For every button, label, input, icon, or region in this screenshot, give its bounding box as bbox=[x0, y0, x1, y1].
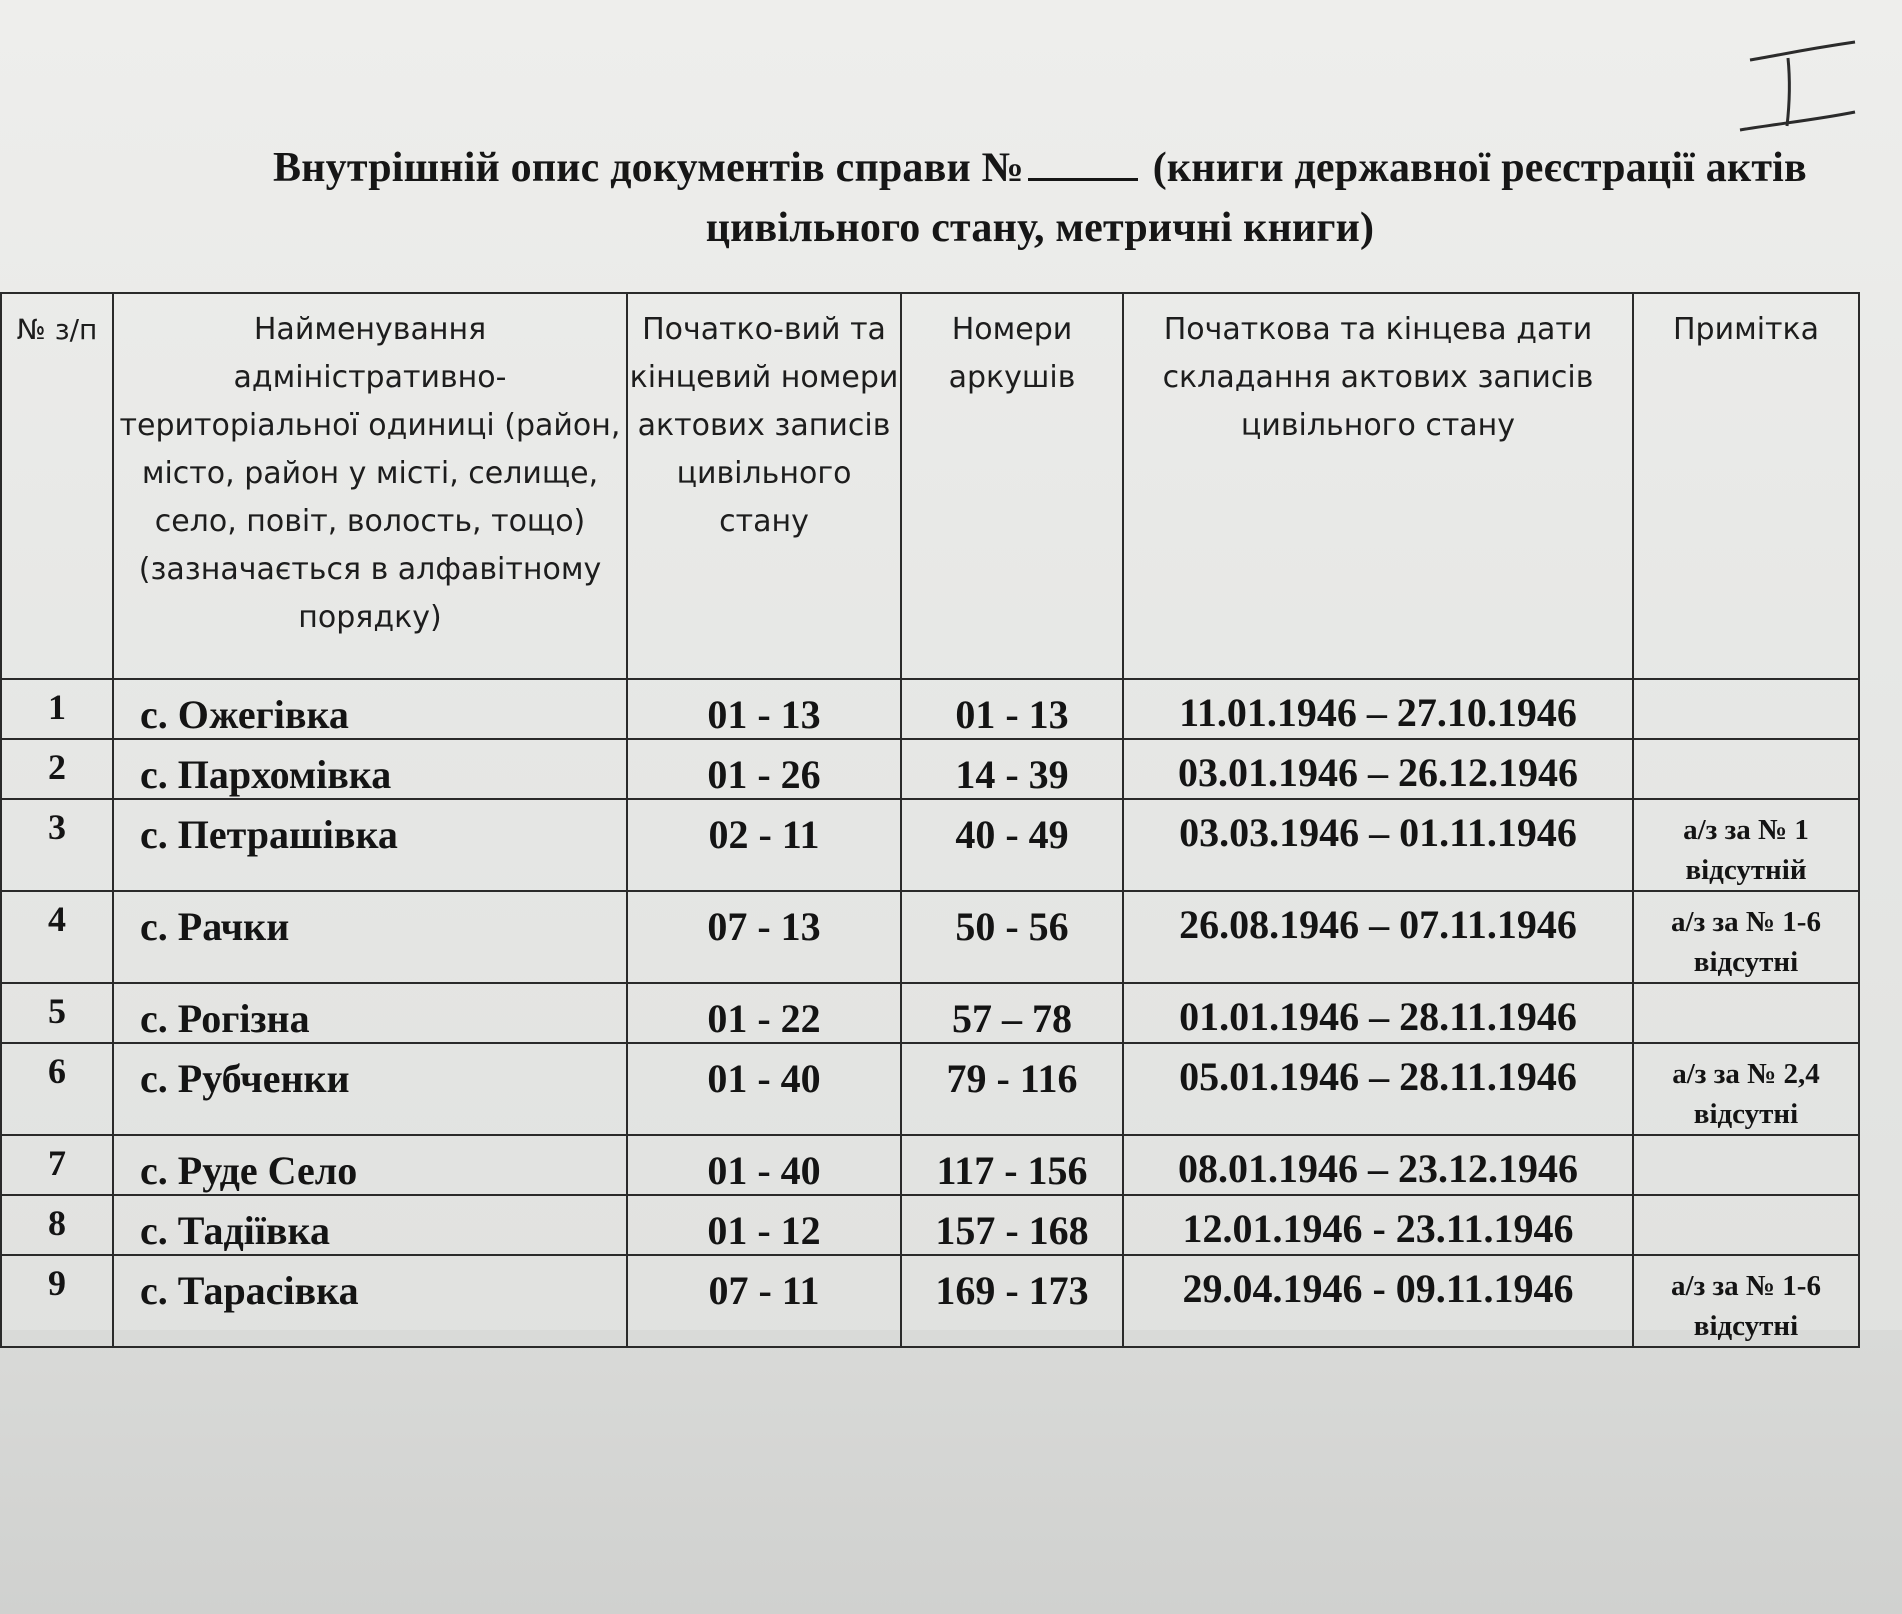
table-row bbox=[1, 679, 1859, 739]
row-sheets: 157 - 168 bbox=[901, 1195, 1123, 1255]
row-number: 4 bbox=[1, 891, 113, 983]
row-note: а/з за № 1-6 відсутні bbox=[1633, 1255, 1859, 1347]
page-bottom-shadow bbox=[0, 1330, 1902, 1614]
row-records: 02 - 11 bbox=[627, 799, 901, 891]
row-sheets: 01 - 13 bbox=[901, 679, 1123, 739]
table-row bbox=[1, 799, 1859, 891]
header-number: № з/п bbox=[1, 293, 113, 679]
row-sheets: 57 – 78 bbox=[901, 983, 1123, 1043]
row-note bbox=[1633, 679, 1859, 739]
row-number: 6 bbox=[1, 1043, 113, 1135]
row-name: с. Руде Село bbox=[113, 1135, 627, 1195]
row-note bbox=[1633, 1195, 1859, 1255]
row-number: 7 bbox=[1, 1135, 113, 1195]
row-name: с. Рогізна bbox=[113, 983, 627, 1043]
row-records: 01 - 12 bbox=[627, 1195, 901, 1255]
row-number: 5 bbox=[1, 983, 113, 1043]
row-name: с. Пархомівка bbox=[113, 739, 627, 799]
row-records: 01 - 26 bbox=[627, 739, 901, 799]
title-part-1: Внутрішній опис документів справи № bbox=[273, 145, 1025, 191]
row-dates: 01.01.1946 – 28.11.1946 bbox=[1123, 983, 1633, 1043]
row-dates: 05.01.1946 – 28.11.1946 bbox=[1123, 1043, 1633, 1135]
row-sheets: 169 - 173 bbox=[901, 1255, 1123, 1347]
row-dates: 29.04.1946 - 09.11.1946 bbox=[1123, 1255, 1633, 1347]
row-name: с. Ожегівка bbox=[113, 679, 627, 739]
row-number: 3 bbox=[1, 799, 113, 891]
row-note: а/з за № 2,4 відсутні bbox=[1633, 1043, 1859, 1135]
row-records: 01 - 13 bbox=[627, 679, 901, 739]
row-note: а/з за № 1 відсутній bbox=[1633, 799, 1859, 891]
row-records: 01 - 40 bbox=[627, 1043, 901, 1135]
table-row bbox=[1, 1195, 1859, 1255]
header-note: Примітка bbox=[1633, 293, 1859, 679]
table-header-row bbox=[1, 293, 1859, 679]
table-row bbox=[1, 983, 1859, 1043]
row-dates: 12.01.1946 - 23.11.1946 bbox=[1123, 1195, 1633, 1255]
row-note: а/з за № 1-6 відсутні bbox=[1633, 891, 1859, 983]
header-dates: Початкова та кінцева дати складання актових записів цивільного стану bbox=[1123, 293, 1633, 679]
row-name: с. Тарасівка bbox=[113, 1255, 627, 1347]
row-name: с. Тадіївка bbox=[113, 1195, 627, 1255]
row-sheets: 50 - 56 bbox=[901, 891, 1123, 983]
row-sheets: 40 - 49 bbox=[901, 799, 1123, 891]
row-dates: 11.01.1946 – 27.10.1946 bbox=[1123, 679, 1633, 739]
row-sheets: 79 - 116 bbox=[901, 1043, 1123, 1135]
row-dates: 03.03.1946 – 01.11.1946 bbox=[1123, 799, 1633, 891]
table-row bbox=[1, 1043, 1859, 1135]
case-number-blank bbox=[1028, 146, 1138, 181]
row-records: 01 - 22 bbox=[627, 983, 901, 1043]
row-note bbox=[1633, 739, 1859, 799]
table-row bbox=[1, 739, 1859, 799]
row-number: 8 bbox=[1, 1195, 113, 1255]
table-row bbox=[1, 1135, 1859, 1195]
header-record-numbers: Початко-вий та кінцевий номери актових записів цивільного стану bbox=[627, 293, 901, 679]
row-note bbox=[1633, 1135, 1859, 1195]
header-sheet-numbers: Номери аркушів bbox=[901, 293, 1123, 679]
handwritten-roman-numeral bbox=[1730, 38, 1860, 138]
row-dates: 26.08.1946 – 07.11.1946 bbox=[1123, 891, 1633, 983]
document-title bbox=[200, 138, 1880, 258]
table-row bbox=[1, 1255, 1859, 1347]
row-sheets: 14 - 39 bbox=[901, 739, 1123, 799]
row-sheets: 117 - 156 bbox=[901, 1135, 1123, 1195]
row-number: 9 bbox=[1, 1255, 113, 1347]
row-dates: 03.01.1946 – 26.12.1946 bbox=[1123, 739, 1633, 799]
row-name: с. Петрашівка bbox=[113, 799, 627, 891]
row-records: 01 - 40 bbox=[627, 1135, 901, 1195]
row-name: с. Рачки bbox=[113, 891, 627, 983]
header-unit-name: Найменування адміністративно-територіальної одиниці (район, місто, район у місті, селище, село, повіт, волость, тощо) (зазначається в алфавітному порядку) bbox=[113, 293, 627, 679]
table-row bbox=[1, 891, 1859, 983]
row-records: 07 - 11 bbox=[627, 1255, 901, 1347]
row-dates: 08.01.1946 – 23.12.1946 bbox=[1123, 1135, 1633, 1195]
title-part-2: (книги державної реєстрації актів цивільного стану, метричні книги) bbox=[705, 145, 1807, 251]
row-number: 1 bbox=[1, 679, 113, 739]
row-name: с. Рубченки bbox=[113, 1043, 627, 1135]
inventory-table bbox=[0, 292, 1860, 1348]
row-records: 07 - 13 bbox=[627, 891, 901, 983]
row-number: 2 bbox=[1, 739, 113, 799]
row-note bbox=[1633, 983, 1859, 1043]
